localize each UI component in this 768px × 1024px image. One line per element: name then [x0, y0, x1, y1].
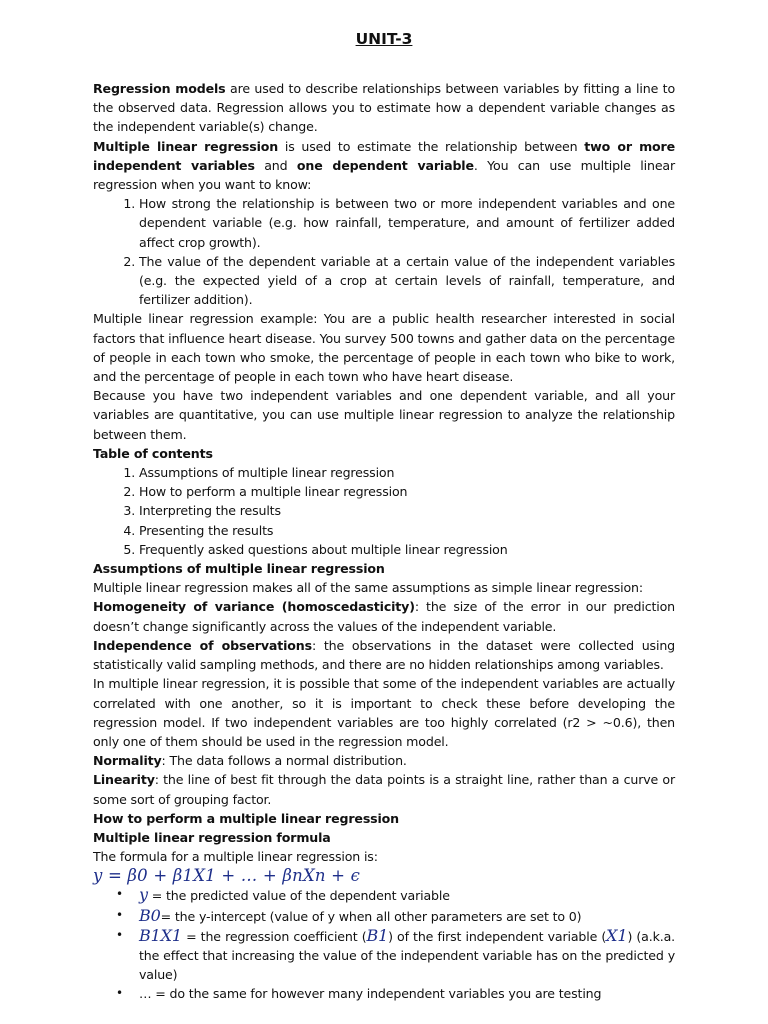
mlr-definition-paragraph: Multiple linear regression is used to estimate the relationship between two or more independent variables and one dependent variable. You can use multiple linear regression when you want to know:	[93, 138, 676, 193]
list-item: 1. How strong the relationship is between two or more independent variables and one dependent variable (e.g. how rainfall, temperature, and amount of fertilizer added affect crop growth).	[139, 194, 675, 252]
assumptions-lead: Multiple linear regression makes all of the same assumptions as simple linear regression:	[93, 580, 643, 596]
list-item: • B1X1 = the regression coefficient (B1) of the first independent variable (X1) (a.k.a. the effect that increasing the value of the independent variable has on the predicted y value)	[139, 926, 675, 985]
linearity-paragraph: Linearity: the line of best fit through the data points is a straight line, rather than a curve or some sort of grouping factor.	[93, 772, 675, 807]
formula-heading: Multiple linear regression formula	[93, 829, 331, 845]
document-page	[93, 28, 675, 1004]
toc-item: 5. Frequently asked questions about multiple linear regression	[139, 540, 675, 559]
toc-list	[93, 463, 675, 559]
term-regression-models: Regression models	[93, 81, 226, 96]
independence-note: In multiple linear regression, it is possible that some of the independent variables are actually correlated with one another, so it is important to check these before developing the regression model. If two independent variables are too highly correlated (r2 > ~0.6), then only one of them should be used in the regression model.	[93, 676, 675, 749]
formula-terms-list	[93, 885, 675, 1003]
use-cases-list	[93, 194, 675, 309]
list-item: • B0= the y-intercept (value of y when all other parameters are set to 0)	[139, 906, 675, 926]
howto-heading: How to perform a multiple linear regression	[93, 810, 399, 826]
example-paragraph: Multiple linear regression example: You are a public health researcher interested in social factors that influence heart disease. You survey 500 towns and gather data on the percentage of people in each town who smoke, the percentage of people in each town who bike to work, and the percentage of people in each town who have heart disease.	[93, 311, 675, 385]
assumptions-heading: Assumptions of multiple linear regression	[93, 561, 385, 577]
independence-paragraph: Independence of observations: the observations in the dataset were collected using statistically valid sampling methods, and there are no hidden relationships among variables.	[93, 637, 675, 673]
homoscedasticity-paragraph: Homogeneity of variance (homoscedasticity): the size of the error in our prediction doesn’t change significantly across the values of the independent variable.	[93, 599, 676, 634]
intro-paragraph: Regression models are used to describe relationships between variables by fitting a line to the observed data. Regression allows you to estimate how a dependent variable changes as the independent variable(s) change.	[93, 81, 675, 135]
toc-item: 3. Interpreting the results	[139, 501, 675, 520]
list-item: • y = the predicted value of the dependent variable	[139, 885, 675, 905]
toc-item: 4. Presenting the results	[139, 521, 675, 540]
normality-paragraph: Normality: The data follows a normal distribution.	[93, 753, 407, 769]
list-item: • … = do the same for however many independent variables you are testing	[139, 984, 675, 1003]
list-item: 2. The value of the dependent variable at a certain value of the independent variables (e.g. the expected yield of a crop at certain levels of rainfall, temperature, and fertilizer addition).	[139, 252, 675, 310]
page-title: UNIT-3	[355, 30, 413, 48]
regression-formula: y = β0 + β1X1 + … + βnXn + ϵ	[93, 866, 361, 886]
formula-lead: The formula for a multiple linear regression is:	[93, 849, 378, 865]
toc-heading: Table of contents	[93, 445, 213, 461]
because-paragraph: Because you have two independent variables and one dependent variable, and all your variables are quantitative, you can use multiple linear regression to analyze the relationship between them.	[93, 388, 675, 442]
toc-item: 2. How to perform a multiple linear regression	[139, 482, 675, 501]
toc-item: 1. Assumptions of multiple linear regression	[139, 463, 675, 482]
